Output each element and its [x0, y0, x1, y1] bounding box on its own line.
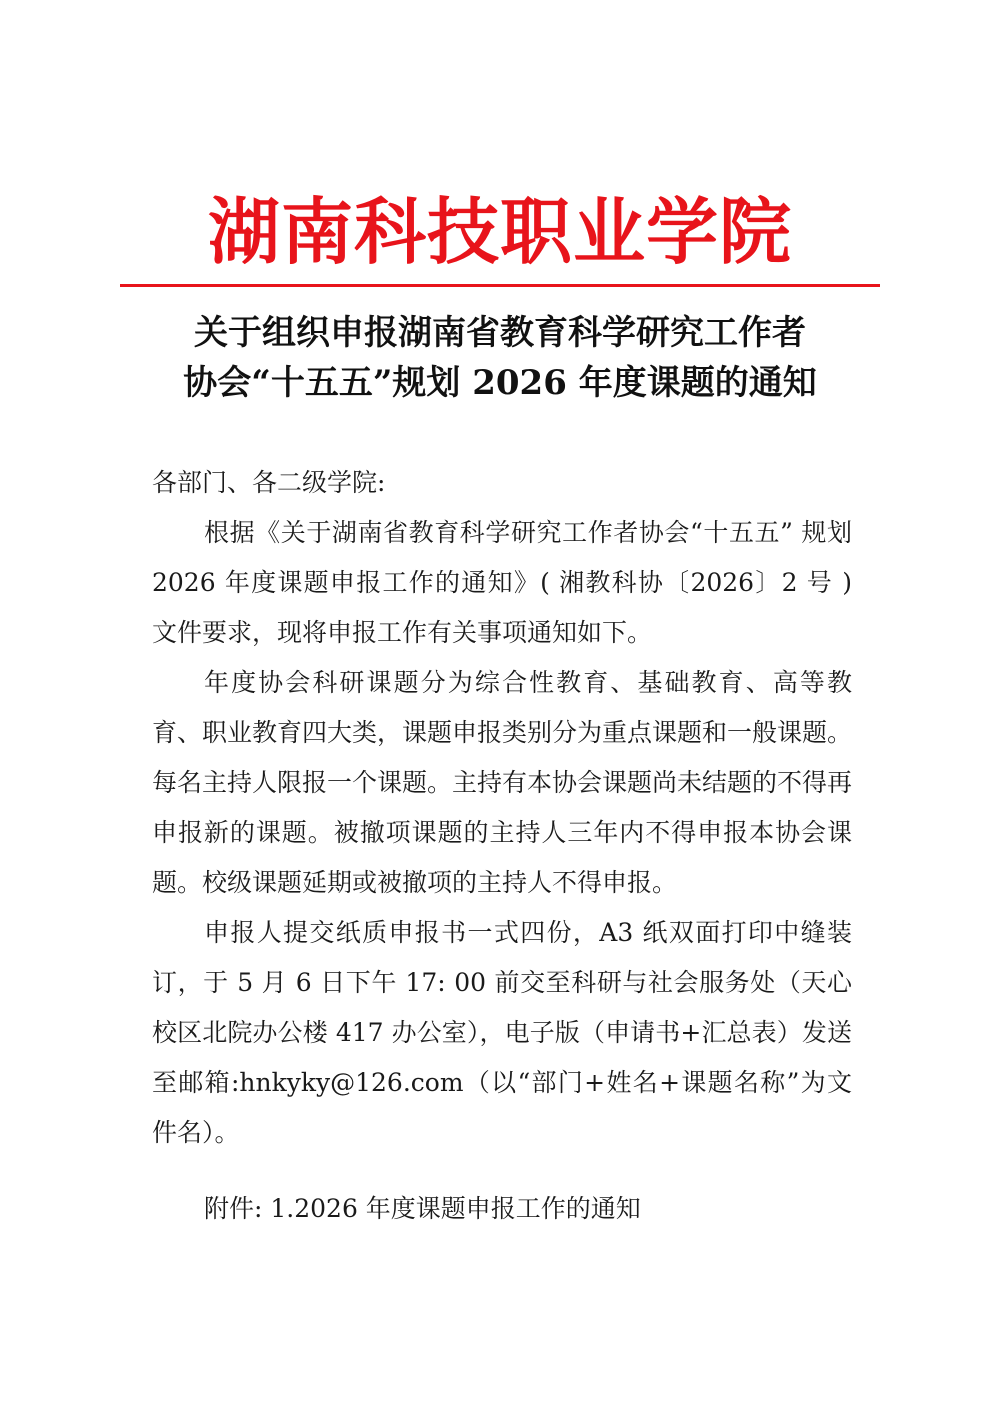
masthead-title: 湖南科技职业学院	[207, 190, 792, 274]
document-title-line-1: 关于组织申报湖南省教育科学研究工作者	[194, 313, 806, 353]
document-body	[152, 458, 852, 1158]
document-title	[100, 308, 900, 408]
salutation: 各部门、各二级学院:	[152, 468, 386, 497]
document-title-line-2: 协会“十五五”规划 2026 年度课题的通知	[183, 363, 817, 403]
red-divider-line	[120, 284, 880, 287]
attachment-line: 附件: 1.2026 年度课题申报工作的通知	[204, 1194, 641, 1223]
body-paragraph-categories: 年度协会科研课题分为综合性教育、基础教育、高等教育、职业教育四大类，课题申报类别分为重点课题和一般课题。每名主持人限报一个课题。主持有本协会课题尚未结题的不得再申报新的课题。被撤项课题的主持人三年内不得申报本协会课题。校级课题延期或被撤项的主持人不得申报。	[152, 668, 853, 897]
body-paragraph-basis: 根据《关于湖南省教育科学研究工作者协会“十五五” 规划 2026 年度课题申报工作的通知》( 湘教科协〔2026〕2 号 ) 文件要求，现将申报工作有关事项通知如下。	[152, 518, 852, 647]
body-paragraph-submission: 申报人提交纸质申报书一式四份，A3 纸双面打印中缝装订，于 5 月 6 日下午 17: 00 前交至科研与社会服务处（天心校区北院办公楼 417 办公室），电子版（申请书+汇总表）发送至邮箱:hnkyky@126.com（以“部门+姓名+课题名称”为文件名）。	[152, 918, 852, 1147]
